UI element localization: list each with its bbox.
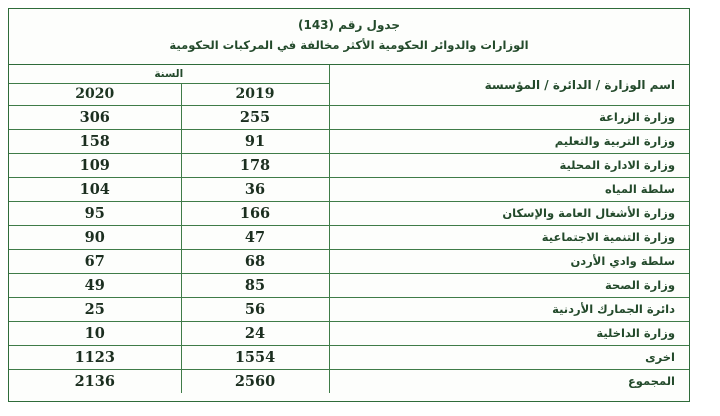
table-row	[9, 273, 689, 297]
table-row	[9, 201, 689, 225]
value-2020-cell: 158	[9, 129, 181, 153]
table-row	[9, 321, 689, 345]
table-row	[9, 153, 689, 177]
year-2019-header: 2019	[181, 83, 329, 105]
value-2019-cell: 2560	[181, 369, 329, 393]
value-2019-cell: 91	[181, 129, 329, 153]
table-subtitle: الوزارات والدوائر الحكومية الأكثر مخالفة في المركبات الحكومية	[169, 38, 529, 52]
table-row	[9, 249, 689, 273]
year-group-header: السنة	[9, 65, 329, 83]
value-2020-cell: 2136	[9, 369, 181, 393]
value-2020-cell: 104	[9, 177, 181, 201]
value-2020-cell: 109	[9, 153, 181, 177]
entity-name-cell: وزارة الصحة	[329, 273, 689, 297]
value-2019-cell: 68	[181, 249, 329, 273]
table-row	[9, 369, 689, 393]
violations-table	[9, 65, 689, 393]
entity-name-cell: وزارة الأشغال العامة والإسكان	[329, 201, 689, 225]
table-body	[9, 105, 689, 393]
value-2020-cell: 95	[9, 201, 181, 225]
entity-name-cell: المجموع	[329, 369, 689, 393]
entity-name-cell: دائرة الجمارك الأردنية	[329, 297, 689, 321]
entity-name-cell: وزارة الداخلية	[329, 321, 689, 345]
entity-name-cell: سلطة المياه	[329, 177, 689, 201]
value-2019-cell: 85	[181, 273, 329, 297]
value-2019-cell: 178	[181, 153, 329, 177]
table-caption	[9, 9, 689, 65]
value-2020-cell: 90	[9, 225, 181, 249]
value-2019-cell: 1554	[181, 345, 329, 369]
entity-name-cell: وزارة الادارة المحلية	[329, 153, 689, 177]
table-row	[9, 129, 689, 153]
table-row	[9, 345, 689, 369]
value-2020-cell: 49	[9, 273, 181, 297]
year-2020-header: 2020	[9, 83, 181, 105]
entity-name-cell: وزارة التربية والتعليم	[329, 129, 689, 153]
entity-name-cell: وزارة التنمية الاجتماعية	[329, 225, 689, 249]
value-2019-cell: 56	[181, 297, 329, 321]
table-row	[9, 105, 689, 129]
entity-name-cell: سلطة وادي الأردن	[329, 249, 689, 273]
entity-name-cell: وزارة الزراعة	[329, 105, 689, 129]
value-2020-cell: 25	[9, 297, 181, 321]
value-2019-cell: 166	[181, 201, 329, 225]
table-row	[9, 177, 689, 201]
table-row	[9, 225, 689, 249]
value-2020-cell: 1123	[9, 345, 181, 369]
value-2019-cell: 36	[181, 177, 329, 201]
name-column-header: اسم الوزارة / الدائرة / المؤسسة	[329, 65, 689, 105]
entity-name-cell: اخرى	[329, 345, 689, 369]
value-2020-cell: 10	[9, 321, 181, 345]
value-2020-cell: 67	[9, 249, 181, 273]
table-title: جدول رقم (143)	[297, 18, 400, 32]
value-2020-cell: 306	[9, 105, 181, 129]
table-row	[9, 297, 689, 321]
table-frame	[8, 8, 690, 402]
value-2019-cell: 24	[181, 321, 329, 345]
value-2019-cell: 255	[181, 105, 329, 129]
value-2019-cell: 47	[181, 225, 329, 249]
